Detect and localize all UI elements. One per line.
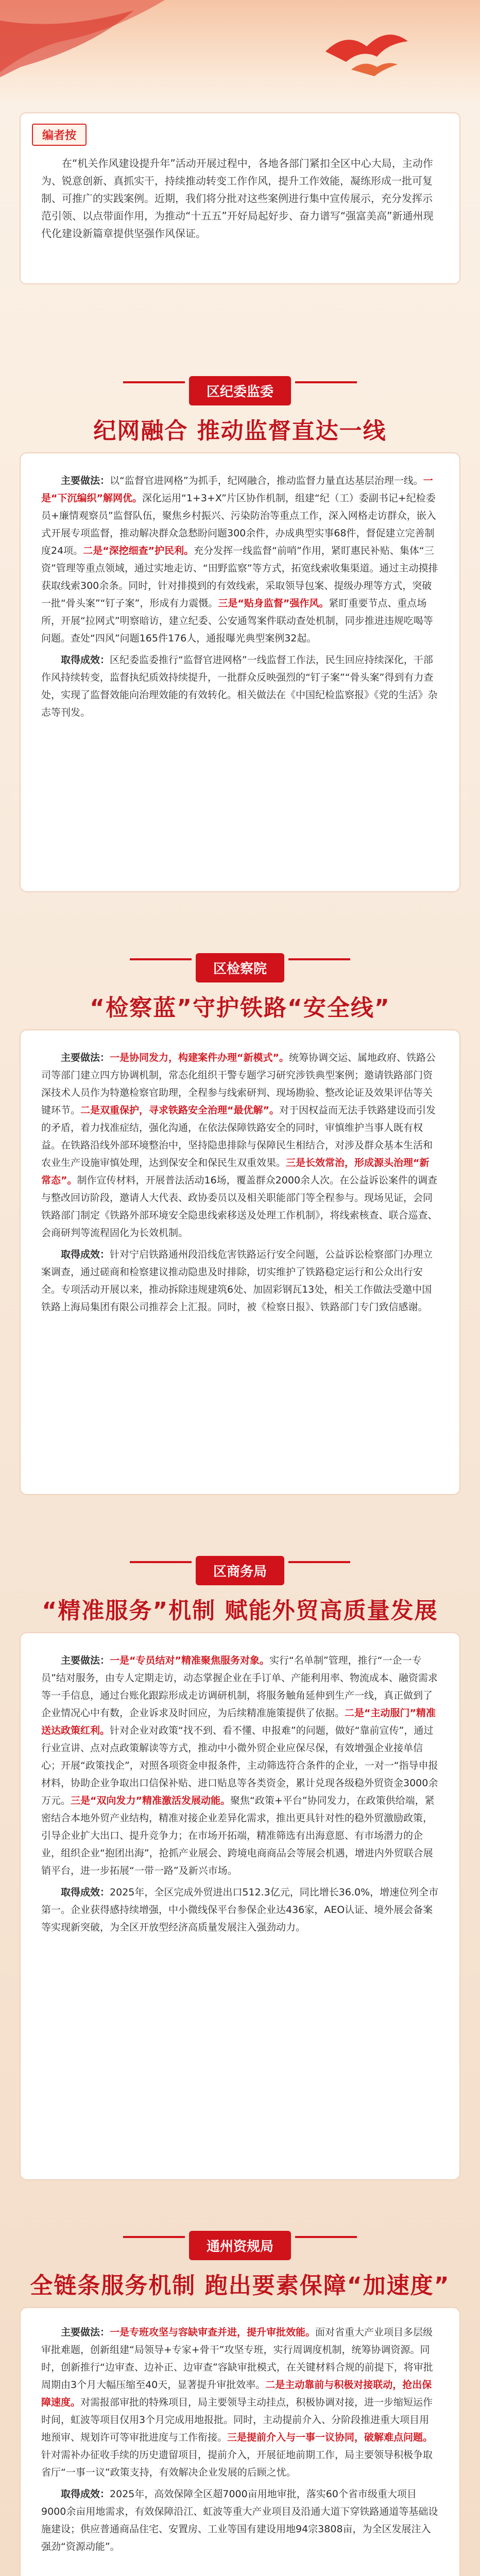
paragraph (41, 2485, 439, 2555)
body-text: 2025年，高效保障全区超7000亩用地审批，落实60个省市级重大项目9000余亩用地需求，有效保障沿江、虹波等重大产业项目及沿通大道下穿铁路通道等基础设施建设；供应普通商品住宅、安置房、工业等国有建设用地94宗3808亩，为全区发展注入强劲“资源动能”。 (41, 2488, 438, 2552)
section-title: 纪网融合 推动监督直达一线 (93, 418, 387, 444)
label-text: 主要做法： (61, 475, 110, 486)
label-text: 取得成效： (61, 1887, 110, 1898)
dove-icon (315, 21, 418, 77)
body-text: 区纪委监委推行“监督官进网格”一线监督工作法，民生回应持续深化，干部作风持续转变，监督执纪质效持续提升，一批群众反映强烈的“钉子案”“骨头案”得到有力查处，实现了监督效能向治理效能的有效转化。相关做法在《中国纪检监察报》《党的生活》杂志等刊发。 (41, 654, 438, 718)
highlight-text: 三是长效常治，形成源头治理“新常态”。 (41, 1157, 430, 1186)
body-text: 深化运用“1+3+X”片区协作机制，组建“纪（工）委副书记+纪检委员+廉情观察员”监督队伍，聚焦乡村振兴、污染防治等重点工作，深入网格走访群众，嵌入式开展专项监督，推动解决群众急愁盼问题300余件，办成典型实事68件，督促建立完善制度24项。 (41, 493, 436, 556)
section-card (21, 453, 459, 891)
label-text: 取得成效： (61, 2488, 110, 2500)
highlight-text: 三是“双向发力”精准激活发展动能。 (71, 1795, 230, 1806)
section-card (21, 1030, 459, 1494)
label-text: 主要做法： (61, 1655, 110, 1666)
label-text: 主要做法： (61, 2327, 110, 2338)
section-title: “精准服务”机制 赋能外贸高质量发展 (42, 1598, 438, 1624)
highlight-text: 一是“下沉编织”解网优。 (41, 475, 433, 504)
highlight-text: 二是“深挖细查”护民利。 (83, 545, 194, 556)
body-text: 2025年，全区完成外贸进出口512.3亿元，同比增长36.0%，增速位列全市第一。企业获得感持续增强，中小微线保平台参保企业达436家，AEO认证、境外展会备案等实现新突破，为全区开放型经济高质量发展注入强劲动力。 (41, 1887, 439, 1933)
body-text: 针对企业对政策“找不到、看不懂、申报难”的问题，做好“靠前宣传”，通过行业宣讲、点对点政策解读等方式，推动中小微外贸企业应保尽保，有效增强企业接单信心；开展“政策找企”，对照各项资金申报条件，主动筛选符合条件的企业，一对一“指导申报材料，协助企业争取出口信保补贴、进口贴息等各类资金，累计兑现各级稳外贸资金3000余万元。 (41, 1725, 438, 1806)
highlight-text: 二是“主动服门”精准送达政策红利。 (41, 1707, 436, 1736)
section-card (21, 2308, 459, 2576)
paragraph (41, 2324, 439, 2481)
body-text: 充分发挥一线监督“前哨”作用，紧盯惠民补贴、集体“三资”管理等重点领域，通过实地走访、“田野监察”等方式，拓宽线索收集渠道。通过主动摸排获取线索300余条。同时，针对排摸到的有效线索，采取领导包案、提级办理等方式，突破一批“骨头案”“钉子案”，形成有力震慑。 (41, 545, 438, 609)
header-banner (0, 0, 480, 103)
paragraph (41, 1049, 439, 1242)
body-text: 统筹协调交运、属地政府、铁路公司等部门建立四方协调机制，常态化组织干警专题学习研究涉铁典型案例；邀请铁路部门资深技术人员作为特邀检察官助理，全程参与线索研判、现场勘验、整改论证及效果评估等关键环节。 (41, 1052, 436, 1116)
body-text: 制作宣传材料，开展普法活动16场，覆盖群众2000余人次。在公益诉讼案件的调查与整改回访阶段，邀请人大代表、政协委员以及相关职能部门等全程参与。现场见证，会同铁路部门制定《铁路外部环境安全隐患线索移送及处理工作机制》，将线索核查、联合巡查、会商研判等流程固化为长效机制。 (41, 1175, 438, 1239)
paragraph (41, 472, 439, 647)
label-text: 取得成效： (61, 654, 110, 666)
highlight-text: 二是主动靠前与积极对接联动，抢出保障速度。 (41, 2379, 432, 2408)
highlight-text: 三是提前介入与一事一议协同，破解难点问题。 (227, 2432, 433, 2443)
highlight-text: 二是双重保护，寻求铁路安全治理“最优解”。 (80, 1105, 279, 1116)
section-ribbon: 区商务局 (196, 1556, 284, 1585)
label-text: 取得成效： (61, 1249, 110, 1260)
card-content (41, 472, 439, 721)
highlight-text: 三是“贴身监督”强作风。 (218, 598, 329, 609)
card-content (41, 1049, 439, 1316)
label-text: 主要做法： (61, 1052, 110, 1063)
paragraph (41, 1884, 439, 1936)
highlight-text: 一是“专员结对”精准聚焦服务对象。 (110, 1655, 269, 1666)
paragraph (41, 1246, 439, 1316)
section-card (21, 1633, 459, 2179)
editor-note-tag: 编者按 (32, 124, 87, 146)
section-ribbon: 区纪委监委 (189, 376, 291, 405)
red-flag-decoration (0, 0, 185, 93)
editor-note-text: 在“机关作风建设提升年”活动开展过程中，各地各部门紧扣全区中心大局，主动作为、锐意创新、真抓实干，持续推动转变工作作风，提升工作效能，凝练形成一批可复制、可推广的实践案例。近期，我们将分批对这些案例进行集中宣传展示，充分发挥示范引领、以点带面作用，为推动“十五五”开好局起好步、奋力谱写“强富美高”新通州现代化建设新篇章提供坚强作风保证。 (41, 157, 434, 240)
body-text: 对于因权益而无法手铁路建设而引发的矛盾，着力找准症结，强化沟通，在依法保障铁路安全的同时，审慎维护当事人既有权益。在铁路沿线外部环境整治中，坚持隐患排除与保障民生相结合，对涉及群众基本生活和农业生产设施审慎处理，达到保安全和保民生双重效果。 (41, 1105, 436, 1168)
section-ribbon: 通州资规局 (189, 2231, 291, 2260)
body-text: 以“监督官进网格”为抓手，纪网融合，推动监督力量直达基层治理一线。 (110, 475, 423, 486)
editor-note-card (21, 113, 459, 283)
section-title: “检察蓝”守护铁路“安全线” (90, 995, 390, 1021)
body-text: 面对省重大产业项目多层级审批难题，创新组建“局领导+专家+骨干”攻坚专班，实行周调度机制，统筹协调资源。同时，创新推行“边审查、边补正、边审查”容缺审批模式，在关键材料合规的前提下，将审批周期由3个月大幅压缩至40天，显著提升审批效率。 (41, 2327, 433, 2391)
body-text: 针对宁启铁路通州段沿线危害铁路运行安全问题，公益诉讼检察部门办理立案调查，通过磋商和检察建议推动隐患及时排除，切实维护了铁路稳定运行和公众出行安全。专项活动开展以来，推动拆除违规建筑6处、加固彩钢瓦13处，相关工作做法受邀中国铁路上海局集团有限公司推荐会上汇报。同时，被《检察日报》、铁路部门专门致信感谢。 (41, 1249, 433, 1313)
section-ribbon: 区检察院 (196, 953, 284, 982)
body-text: 紧盯重要节点、重点场所，开展“拉网式”明察暗访，建立纪委、公安通驾案件联动查处机制，同步推进违规吃喝等问题。查处“四风”问题165件176人，通报曝光典型案例32起。 (41, 598, 433, 644)
body-text: 实行“名单制”管理，推行“一企一专员”结对服务，由专人定期走访，动态掌握企业在手订单、产能利用率、物流成本、融资需求等一手信息，通过台账化跟踪形成走访调研机制，将服务触角延伸到生产一线，真正做到了企业情况心中有数，企业诉求及时回应，为后续精准施策提供了依据。 (41, 1655, 438, 1719)
card-content (41, 1652, 439, 1936)
body-text: 对需报部审批的特殊项目，局主要领导主动挂点，积极协调对接，进一步缩短运作时间，虹波等项目仅用3个月完成用地报批。同时，主动提前介入、分阶段推进重大项目用地预审、规划许可等审批进度与工作衔接。 (41, 2397, 433, 2443)
highlight-text: 一是协同发力，构建案件办理“新模式”。 (110, 1052, 289, 1063)
section-title: 全链条服务机制 跑出要素保障“加速度” (30, 2273, 450, 2299)
body-text: 针对需补办征收手续的历史遗留项目，提前介入，开展征地前期工作，局主要领导积极争取省厅“一事一议”政策支持，有效解决企业发展的后顾之忧。 (41, 2449, 433, 2478)
body-text: 聚焦“政策+平台”协同发力，在政策供给端，紧密结合本地外贸产业结构，精准对接企业差异化需求，推出更具针对性的稳外贸激励政策，引导企业扩大出口、提升竞争力；在市场开拓端，精准筛选有出海意愿、有市场潜力的企业，组织企业“抱团出海”，抢抓产业展会、跨境电商商品会等展会机遇，增进内外贸联合展销平台，进一步拓展“一带一路”及新兴市场。 (41, 1795, 435, 1876)
paragraph (41, 651, 439, 721)
card-content (41, 2324, 439, 2555)
paragraph (41, 1652, 439, 1879)
highlight-text: 一是专班攻坚与容缺审查并进，提升审批效能。 (110, 2327, 316, 2338)
